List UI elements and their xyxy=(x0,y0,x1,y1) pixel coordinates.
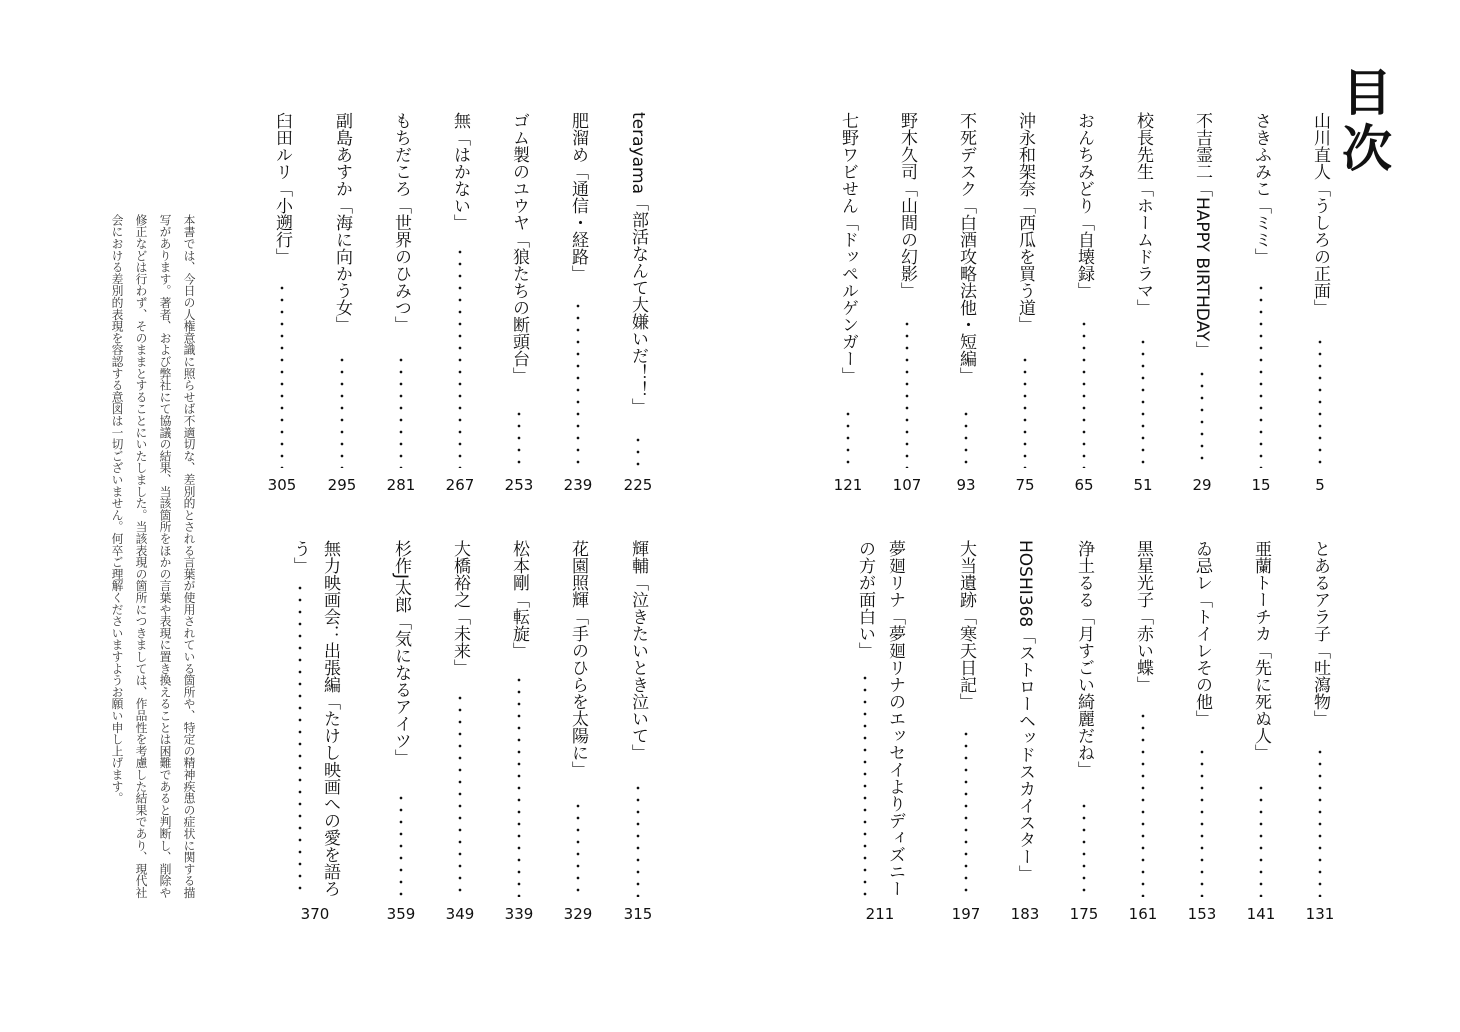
page-number: 349 xyxy=(445,905,475,923)
entry-title: 輝輔「泣きたいとき泣いて」 xyxy=(628,540,648,761)
leader-dots xyxy=(1317,746,1323,897)
page-number: 295 xyxy=(327,476,357,494)
entry-title: 杉作J太郎「気になるアイツ」 xyxy=(391,540,411,767)
leader-dots xyxy=(575,300,581,468)
upper_entries-entry[interactable] xyxy=(386,112,416,496)
page-number: 107 xyxy=(892,476,922,494)
leader-dots xyxy=(635,434,641,468)
entry-title-continued: う」 xyxy=(290,540,310,574)
page-number: 161 xyxy=(1128,905,1158,923)
upper_entries-entry[interactable] xyxy=(563,112,593,496)
page-number: 370 xyxy=(300,905,330,923)
leader-dots xyxy=(1258,282,1264,468)
page-number: 93 xyxy=(956,476,976,494)
lower_entries-entry[interactable] xyxy=(855,540,907,925)
page-number: 339 xyxy=(504,905,534,923)
leader-dots xyxy=(339,354,345,468)
entry-title: 不死デスク「白酒攻略法他・短編」 xyxy=(956,112,976,384)
entry-title: とあるアラ子「吐瀉物」 xyxy=(1310,540,1330,727)
entry-title: おんちみどり「自壊録」 xyxy=(1074,112,1094,299)
upper_entries-entry[interactable] xyxy=(1190,112,1214,496)
entry-title: 浄土るる「月すごい綺麗だね」 xyxy=(1074,540,1094,778)
leader-dots xyxy=(1140,336,1146,468)
lower_entries-entry[interactable] xyxy=(504,540,534,925)
leader-dots xyxy=(1081,800,1087,897)
page-number: 75 xyxy=(1015,476,1035,494)
leader-dots xyxy=(457,692,463,897)
page-number: 211 xyxy=(865,905,895,923)
entry-title: さきふみこ「ミミ」 xyxy=(1251,112,1271,265)
page-number: 153 xyxy=(1187,905,1217,923)
page-number: 267 xyxy=(445,476,475,494)
upper_entries-entry[interactable] xyxy=(954,112,978,496)
lower_entries-entry[interactable] xyxy=(1069,540,1099,925)
upper_entries-entry[interactable] xyxy=(445,112,475,496)
page-number: 131 xyxy=(1305,905,1335,923)
entry-title: 副島あすか「海に向かう女」 xyxy=(332,112,352,333)
upper_entries-entry[interactable] xyxy=(267,112,297,496)
entry-title: ゐ忌レ「トイレその他」 xyxy=(1192,540,1212,727)
page-number: 315 xyxy=(623,905,653,923)
lower_entries-entry[interactable] xyxy=(1010,540,1040,925)
notice-text: 本書では、今日の人権意識に照らせば不適切な、差別的とされる言葉が使用されている箇所や、特定の精神疾患の症状に関する描写があります。著者、および弊社にて協議の結果、当該箇所をほかの言葉や表現に置き換えることは困難であると判断し、削除や修正などは行わず、そのままとすることにいたしました。当該表現の箇所につきましては、作品性を考慮した結果であり、現代社会における差別的表現を容認する意図は一切ございません。何卒ご理解くださいますようお願い申し上げます。 xyxy=(110,214,196,899)
leader-dots xyxy=(297,582,303,897)
leader-dots xyxy=(845,408,851,468)
upper_entries-entry[interactable] xyxy=(504,112,534,496)
upper_entries-entry[interactable] xyxy=(1072,112,1096,496)
leader-dots xyxy=(1140,710,1146,897)
leader-dots xyxy=(575,800,581,897)
upper_entries-entry[interactable] xyxy=(1308,112,1332,496)
leader-dots xyxy=(516,674,522,897)
leader-dots xyxy=(516,408,522,468)
lower_entries-entry[interactable] xyxy=(563,540,593,925)
leader-dots xyxy=(1199,368,1205,468)
leader-dots xyxy=(279,282,285,468)
upper_entries-entry[interactable] xyxy=(327,112,357,496)
page-number: 141 xyxy=(1246,905,1276,923)
page-number: 239 xyxy=(563,476,593,494)
entry-title: 大橋裕之「未来」 xyxy=(450,540,470,676)
upper_entries-entry[interactable] xyxy=(623,112,653,496)
lower_entries-entry[interactable] xyxy=(1187,540,1217,925)
leader-dots xyxy=(1081,318,1087,468)
leader-dots xyxy=(862,672,868,897)
entry-title: 松本剛「転旋」 xyxy=(509,540,529,659)
entry-title-continued: の方が面白い」 xyxy=(855,540,875,659)
entry-title: 野木久司「山間の幻影」 xyxy=(897,112,917,299)
entry-title: 亜蘭トーチカ「先に死ぬ人」 xyxy=(1251,540,1271,761)
lower_entries-entry[interactable] xyxy=(386,540,416,925)
upper_entries-entry[interactable] xyxy=(1249,112,1273,496)
entry-title: 無「はかない」 xyxy=(450,112,470,231)
leader-dots xyxy=(1317,336,1323,468)
entry-title: 七野ワビせん「ドッペルゲンガー」 xyxy=(838,112,858,384)
entry-title: 山川直人「うしろの正面」 xyxy=(1310,112,1330,316)
page-number: 65 xyxy=(1074,476,1094,494)
entry-title: 沖永和架奈「西瓜を買う道」 xyxy=(1015,112,1035,333)
page-number: 175 xyxy=(1069,905,1099,923)
page-number: 305 xyxy=(267,476,297,494)
lower_entries-entry[interactable] xyxy=(623,540,653,925)
leader-dots xyxy=(398,354,404,468)
toc-title: 目次 xyxy=(1334,66,1393,178)
page-number: 15 xyxy=(1251,476,1271,494)
leader-dots xyxy=(635,782,641,897)
lower_entries-entry[interactable] xyxy=(951,540,981,925)
lower_entries-entry[interactable] xyxy=(1128,540,1158,925)
upper_entries-entry[interactable] xyxy=(833,112,863,496)
leader-dots xyxy=(904,318,910,468)
lower_entries-entry[interactable] xyxy=(1246,540,1276,925)
upper_entries-entry[interactable] xyxy=(892,112,922,496)
lower_entries-entry[interactable] xyxy=(445,540,475,925)
entry-title: ゴム製のユウヤ「狼たちの断頭台」 xyxy=(509,112,529,384)
page-number: 253 xyxy=(504,476,534,494)
entry-title: 黒星光子「赤い蝶」 xyxy=(1133,540,1153,693)
entry-title: terayama「部活なんて大嫌いだ！！」 xyxy=(628,112,648,415)
page-number: 281 xyxy=(386,476,416,494)
entry-title: 花園照輝「手のひらを太陽に」 xyxy=(568,540,588,778)
entry-title: 無力映画会：出張編「たけし映画への愛を語ろ xyxy=(320,540,340,897)
leader-dots xyxy=(398,792,404,897)
page-number: 51 xyxy=(1133,476,1153,494)
entry-title: 肥溜め「通信・経路」 xyxy=(568,112,588,282)
page-number: 359 xyxy=(386,905,416,923)
page-number: 197 xyxy=(951,905,981,923)
leader-dots xyxy=(457,246,463,468)
entry-title: 臼田ルリ「小遡行」 xyxy=(272,112,292,265)
leader-dots xyxy=(1199,746,1205,897)
leader-dots xyxy=(1022,354,1028,468)
leader-dots xyxy=(963,408,969,468)
leader-dots xyxy=(1258,782,1264,897)
upper_entries-entry[interactable] xyxy=(1131,112,1155,496)
upper_entries-entry[interactable] xyxy=(1013,112,1037,496)
entry-title: もちだころ「世界のひみつ」 xyxy=(391,112,411,333)
page-number: 329 xyxy=(563,905,593,923)
page-number: 5 xyxy=(1315,476,1325,494)
page-number: 183 xyxy=(1010,905,1040,923)
leader-dots xyxy=(963,728,969,897)
entry-title: 校長先生「ホームドラマ」 xyxy=(1133,112,1153,316)
lower_entries-entry[interactable] xyxy=(290,540,342,925)
entry-title: HOSHI368「ストローヘッドスカイスター」 xyxy=(1015,540,1035,883)
page-number: 121 xyxy=(833,476,863,494)
entry-title: 夢廻リナ「夢廻リナのエッセイよりディズニー xyxy=(885,540,905,897)
entry-title: 不吉霊二「HAPPY BIRTHDAY」 xyxy=(1192,112,1212,359)
page-number: 225 xyxy=(623,476,653,494)
page-number: 29 xyxy=(1192,476,1212,494)
entry-title: 大当遺跡「寒天日記」 xyxy=(956,540,976,710)
lower_entries-entry[interactable] xyxy=(1305,540,1335,925)
